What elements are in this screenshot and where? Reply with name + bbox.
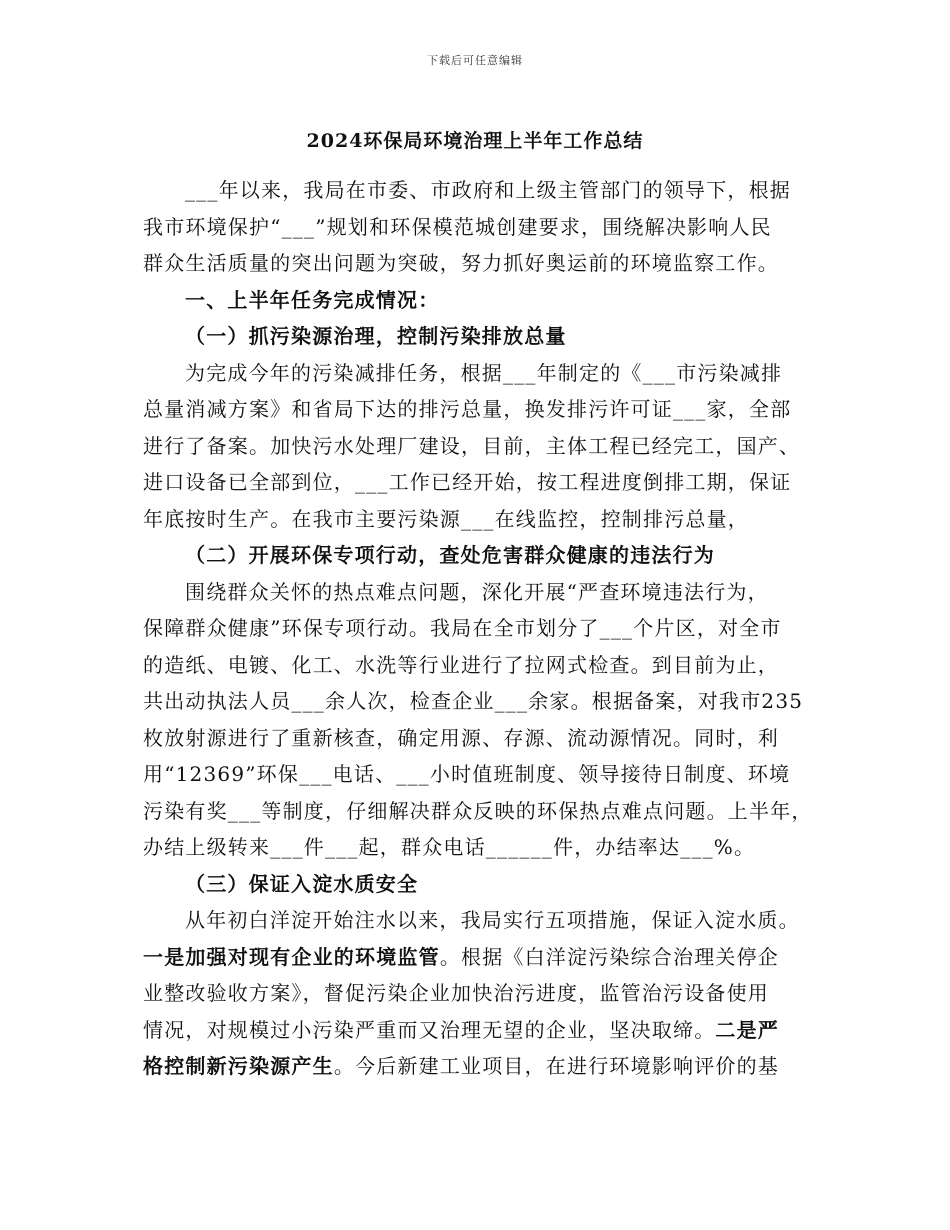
paragraph-line [143, 1012, 823, 1049]
document-body [143, 172, 823, 1085]
paragraph-line: 的造纸、电镀、化工、水洗等行业进行了拉网式检查。到目前为止， [143, 652, 779, 677]
paragraph-line: 保障群众健康”环保专项行动。我局在全市划分了___个片区，对全市 [143, 616, 782, 640]
paragraph-line: 枚放射源进行了重新核查，确定用源、存源、流动源情况。同时，利 [143, 725, 779, 750]
paragraph-line: 总量消减方案》和省局下达的排污总量，换发排污许可证___家，全部 [143, 397, 792, 421]
emphasis-text: 一是加强对现有企业的环境监管 [143, 944, 440, 969]
intro-line: ___年以来，我局在市委、市政府和上级主管部门的领导下，根据 [185, 178, 791, 202]
paragraph-line: 从年初白洋淀开始注水以来，我局实行五项措施，保证入淀水质。 [185, 908, 800, 932]
paragraph-line: 进口设备已全部到位，___工作已经开始，按工程进度倒排工期，保证 [143, 470, 792, 494]
emphasis-text: 格控制新污染源产生 [143, 1054, 334, 1078]
section-heading: 一、上半年任务完成情况： [185, 287, 440, 312]
paragraph-line: 年底按时生产。在我市主要污染源___在线监控，控制排污总量， [143, 506, 749, 531]
paragraph-line: 为完成今年的污染减排任务，根据___年制定的《___市污染减排 [185, 360, 783, 385]
paragraph-line: 办结上级转来___件___起，群众电话______件，办结率达___%。 [143, 835, 756, 859]
document-title: 2024环保局环境治理上半年工作总结 [306, 130, 644, 152]
paragraph-text: 。今后新建工业项目，在进行环境影响评价的基 [333, 1054, 780, 1078]
paragraph-line: 进行了备案。加快污水处理厂建设，目前，主体工程已经完工，国产、 [143, 433, 801, 458]
paragraph-line: 共出动执法人员___余人次，检查企业___余家。根据备案，对我市235 [143, 689, 804, 713]
paragraph-line [143, 1048, 823, 1085]
emphasis-text: 二是严 [715, 1017, 780, 1042]
subsection-heading: （二）开展环保专项行动，查处危害群众健康的违法行为 [185, 543, 715, 567]
paragraph-line: 污染有奖___等制度，仔细解决群众反映的环保热点难点问题。上半年， [143, 798, 813, 823]
subsection-heading: （一）抓污染源治理，控制污染排放总量 [185, 324, 567, 348]
intro-line: 我市环境保护“___”规划和环保模范城创建要求，围绕解决影响人民 [143, 214, 772, 239]
download-note: 下载后可任意编辑 [427, 54, 523, 67]
paragraph-line: 业整改验收方案》，督促污染企业加快治污进度，监管治污设备使用 [143, 981, 769, 1005]
paragraph-text: 情况，对规模过小污染严重而又治理无望的企业，坚决取缔。 [143, 1017, 716, 1042]
paragraph-text: 。根据《白洋淀污染综合治理关停企 [439, 944, 780, 969]
paragraph-line [143, 939, 823, 976]
paragraph-line: 围绕群众关怀的热点难点问题，深化开展“严查环境违法行为， [185, 579, 769, 604]
subsection-heading: （三）保证入淀水质安全 [185, 871, 419, 896]
paragraph-line: 用“12369”环保___电话、___小时值班制度、领导接待日制度、环境 [143, 762, 791, 786]
intro-line: 群众生活质量的突出问题为突破，努力抓好奥运前的环境监察工作。 [143, 251, 779, 275]
